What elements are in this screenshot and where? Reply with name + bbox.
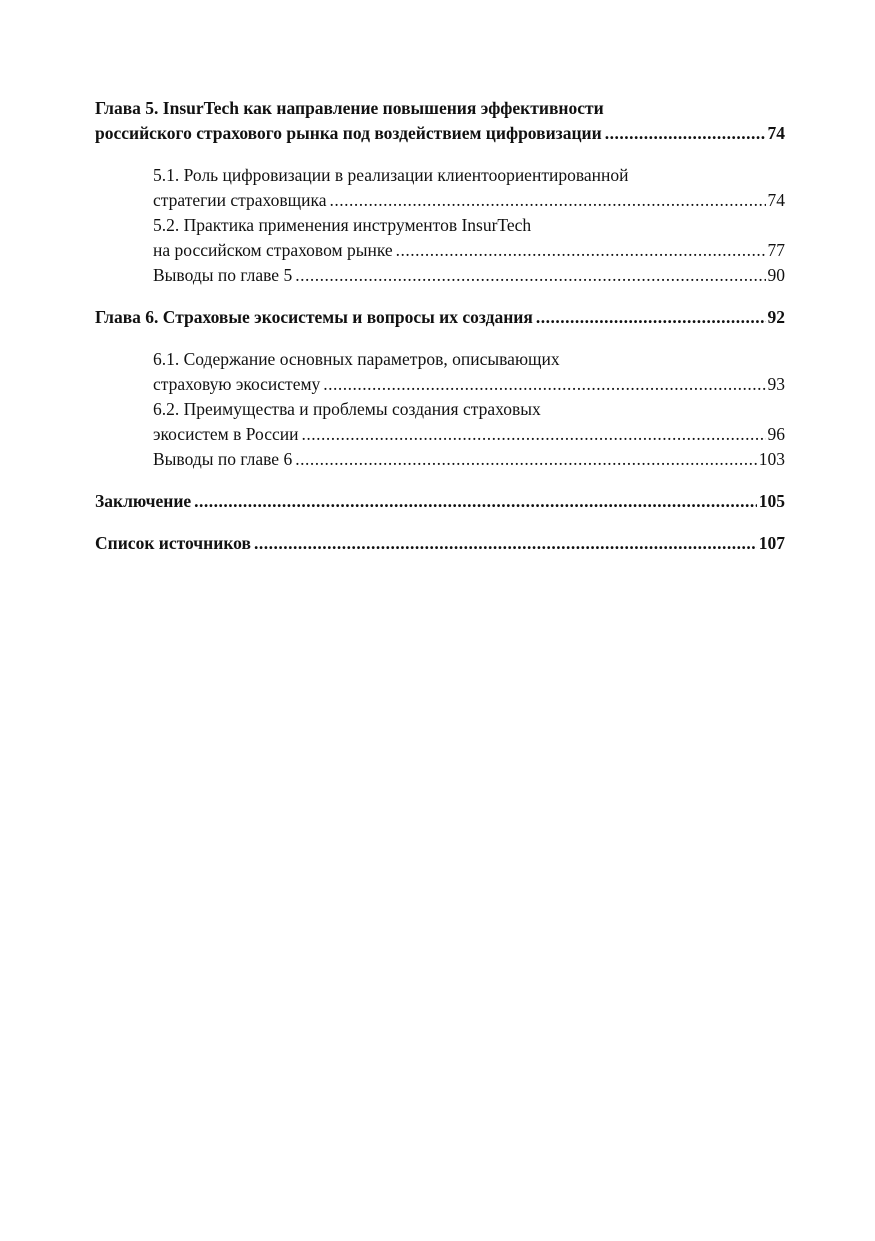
toc-chapter-5-title-line-2 xyxy=(95,121,785,146)
dot-leader xyxy=(194,489,757,514)
toc-section-6-conclusions-page: 103 xyxy=(758,449,785,469)
toc-sources[interactable] xyxy=(95,531,785,556)
dot-leader xyxy=(295,447,757,472)
dot-leader xyxy=(329,188,765,213)
toc-chapter-6-sections xyxy=(95,347,785,472)
toc-section-6-1-line-1: 6.1. Содержание основных параметров, описывающих xyxy=(153,349,560,369)
toc-section-6-2-text: экосистем в России xyxy=(153,424,299,444)
toc-section-6-2[interactable] xyxy=(153,397,785,447)
dot-leader xyxy=(605,121,766,146)
toc-conclusion-text: Заключение xyxy=(95,491,192,511)
dot-leader xyxy=(396,238,766,263)
toc-chapter-6-page: 92 xyxy=(767,307,785,327)
toc-chapter-5-title-line-1: Глава 5. InsurTech как направление повышения эффективности xyxy=(95,98,604,118)
toc-conclusion-page: 105 xyxy=(758,491,785,511)
toc-section-5-1-line-2 xyxy=(153,188,785,213)
toc-chapter-5[interactable] xyxy=(95,96,785,146)
toc-section-6-1[interactable] xyxy=(153,347,785,397)
toc-section-5-2-page: 77 xyxy=(767,240,785,260)
toc-chapter-6-title-line xyxy=(95,305,785,330)
toc-section-6-conclusions-text: Выводы по главе 6 xyxy=(153,449,293,469)
toc-chapter-6[interactable] xyxy=(95,305,785,330)
toc-chapter-5-sections xyxy=(95,163,785,288)
toc-section-5-2-line-1: 5.2. Практика применения инструментов InsurTech xyxy=(153,215,532,235)
toc-conclusion[interactable] xyxy=(95,489,785,514)
toc-section-6-1-page: 93 xyxy=(767,374,785,394)
toc-section-5-conclusions-text: Выводы по главе 5 xyxy=(153,265,293,285)
toc-chapter-5-page: 74 xyxy=(767,123,785,143)
dot-leader xyxy=(323,372,765,397)
toc-section-6-2-line-1: 6.2. Преимущества и проблемы создания страховых xyxy=(153,399,541,419)
toc-section-6-conclusions-line xyxy=(153,447,785,472)
toc-sources-page: 107 xyxy=(758,533,785,553)
toc-chapter-6-title-text: Глава 6. Страховые экосистемы и вопросы их создания xyxy=(95,307,533,327)
toc-section-6-conclusions[interactable] xyxy=(153,447,785,472)
toc-section-5-2-line-2 xyxy=(153,238,785,263)
toc-section-5-1-line-1: 5.1. Роль цифровизации в реализации клиентоориентированной xyxy=(153,165,629,185)
dot-leader xyxy=(254,531,757,556)
toc-section-5-1[interactable] xyxy=(153,163,785,213)
toc-section-5-2-text: на российском страховом рынке xyxy=(153,240,393,260)
toc-section-5-1-page: 74 xyxy=(767,190,785,210)
toc-section-5-conclusions-page: 90 xyxy=(767,265,785,285)
toc-conclusion-line xyxy=(95,489,785,514)
dot-leader xyxy=(536,305,766,330)
toc-sources-line xyxy=(95,531,785,556)
toc-section-6-2-line-2 xyxy=(153,422,785,447)
toc-sources-text: Список источников xyxy=(95,533,251,553)
toc-section-5-1-text: стратегии страховщика xyxy=(153,190,327,210)
toc-chapter-5-title-text: российского страхового рынка под воздействием цифровизации xyxy=(95,123,602,143)
toc-section-5-conclusions[interactable] xyxy=(153,263,785,288)
toc-section-5-conclusions-line xyxy=(153,263,785,288)
dot-leader xyxy=(301,422,765,447)
toc-section-6-1-text: страховую экосистему xyxy=(153,374,321,394)
table-of-contents xyxy=(95,96,785,556)
toc-section-6-2-page: 96 xyxy=(767,424,785,444)
toc-section-6-1-line-2 xyxy=(153,372,785,397)
toc-section-5-2[interactable] xyxy=(153,213,785,263)
dot-leader xyxy=(295,263,765,288)
